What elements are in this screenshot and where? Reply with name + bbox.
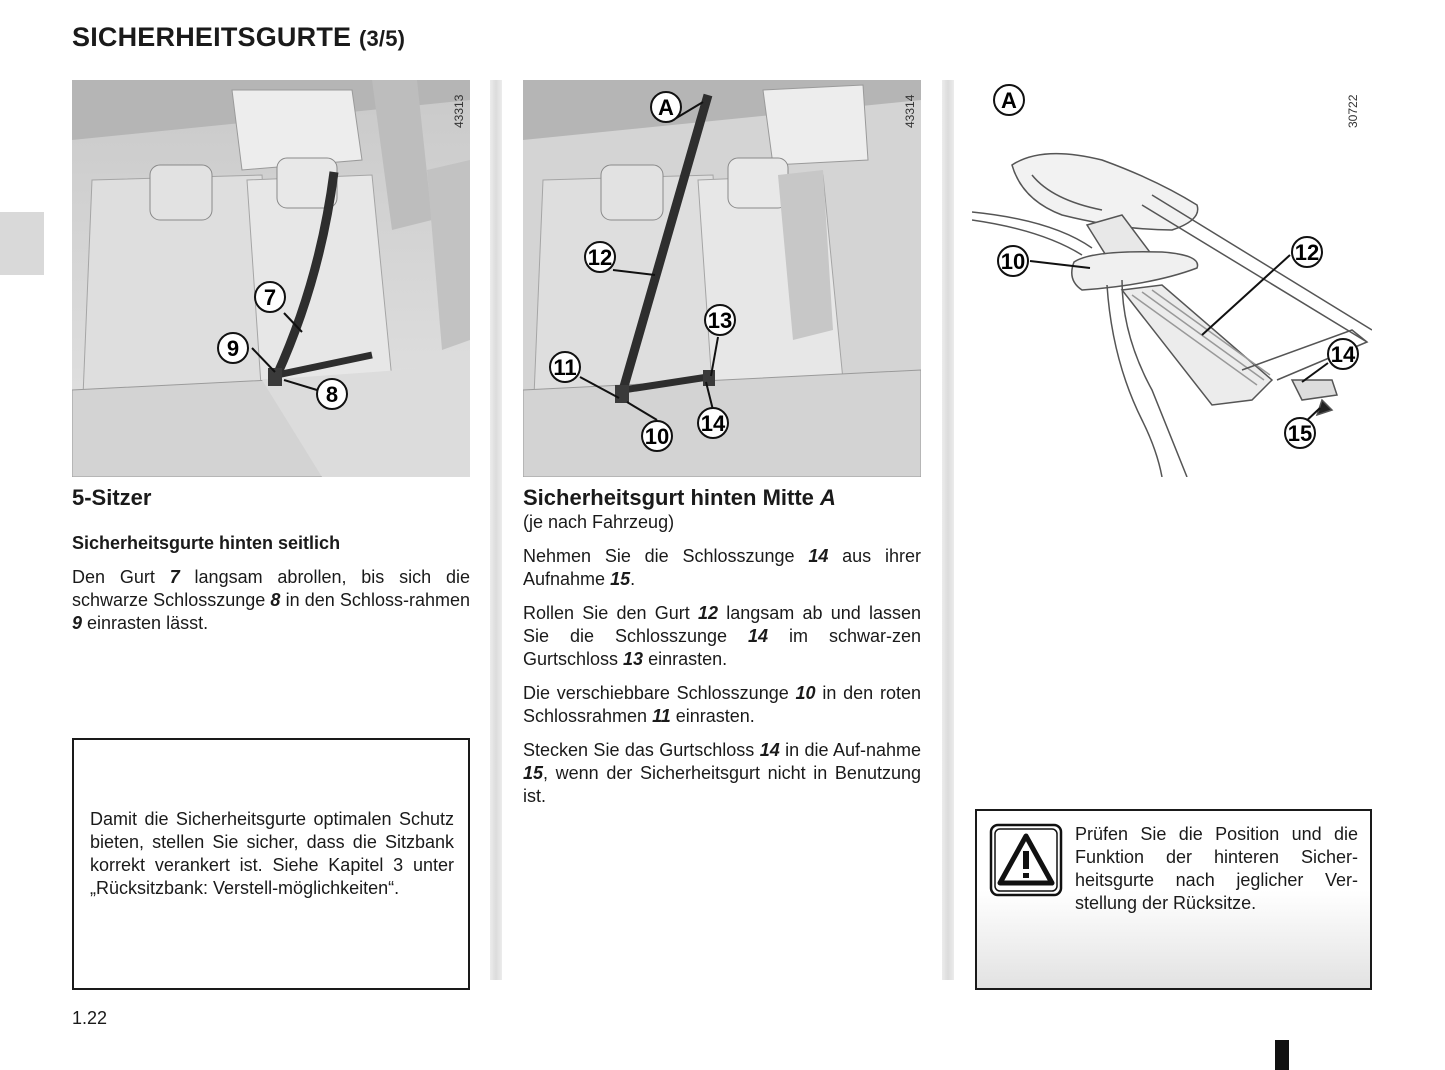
callout-11	[550, 352, 580, 382]
callouts-fig2	[523, 80, 921, 477]
page-title	[72, 22, 405, 53]
svg-text:8: 8	[325, 382, 339, 407]
svg-text:12: 12	[1294, 240, 1320, 265]
svg-text:A: A	[1001, 88, 1017, 113]
svg-text:14: 14	[1330, 342, 1356, 367]
page-title-part: (3/5)	[358, 26, 406, 51]
callout-A	[651, 92, 681, 122]
svg-text:9: 9	[226, 336, 240, 361]
chapter-end-marker	[1275, 1040, 1289, 1070]
subheading-side-belts: Sicherheitsgurte hinten seitlich	[72, 533, 341, 553]
instruction-1: Nehmen Sie die Schlosszunge 14 aus ihrer Aufnahme 15.	[523, 546, 921, 589]
callout-12	[585, 242, 615, 272]
warning-box	[975, 809, 1372, 990]
instruction-4: Stecken Sie das Gurtschloss 14 in die Auf-nahme 15, wenn der Sicherheitsgurt nicht in Benutzung ist.	[523, 740, 922, 806]
subnote-vehicle-dependent: (je nach Fahrzeug)	[523, 512, 675, 532]
svg-text:11: 11	[553, 355, 577, 380]
figure-belt-detail	[972, 80, 1372, 477]
svg-text:14: 14	[700, 411, 726, 436]
svg-text:7: 7	[263, 285, 277, 310]
page-title-text: SICHERHEITSGURTE	[72, 22, 352, 52]
callout-8	[317, 379, 347, 409]
instruction-2: Rollen Sie den Gurt 12 langsam ab und lassen Sie die Schlosszunge 14 im schwar-zen Gurtschloss 13 einrasten.	[523, 603, 922, 669]
figure-rear-center-belt	[523, 80, 921, 477]
callout-9	[218, 333, 248, 363]
column-separator-2	[942, 80, 954, 980]
chapter-tab	[0, 212, 44, 275]
svg-text:A: A	[658, 95, 674, 120]
figure-number: 43314	[903, 94, 917, 128]
page-number: 1.22	[72, 1008, 108, 1028]
note-box	[72, 738, 470, 990]
callout-A	[994, 85, 1024, 115]
callouts-fig3	[972, 80, 1372, 477]
section-heading-center-belt: Sicherheitsgurt hinten Mitte A	[523, 485, 836, 510]
callout-14	[698, 408, 728, 438]
callout-14	[1328, 339, 1358, 369]
paragraph-side-belts: Den Gurt 7 langsam abrollen, bis sich die schwarze Schlosszunge 8 in den Schloss-rahmen 9 einrasten lässt.	[72, 567, 470, 633]
callout-13	[705, 305, 735, 335]
svg-text:13: 13	[707, 308, 733, 333]
svg-text:10: 10	[1000, 249, 1026, 274]
callout-7	[255, 282, 285, 312]
center-belt-instructions	[523, 545, 921, 808]
svg-text:12: 12	[587, 245, 613, 270]
callout-10	[998, 246, 1028, 276]
figure-rear-seat-side-belts	[72, 80, 470, 477]
figure-number: 30722	[1346, 94, 1360, 128]
section-heading-5-sitzer: 5-Sitzer	[72, 485, 152, 510]
warning-triangle-icon	[989, 823, 1063, 897]
callouts-fig1	[72, 80, 470, 477]
svg-text:10: 10	[644, 424, 670, 449]
note-text: Damit die Sicherheitsgurte optimalen Schutz bieten, stellen Sie sicher, dass die Sitzbank korrekt verankert ist. Siehe Kapitel 3 unter „Rücksitzbank: Verstell-möglichkeiten“.	[90, 809, 454, 898]
svg-text:15: 15	[1287, 421, 1313, 446]
callout-15	[1285, 418, 1315, 448]
callout-10	[642, 421, 672, 451]
column-separator-1	[490, 80, 502, 980]
figure-number: 43313	[452, 94, 466, 128]
callout-12	[1292, 237, 1322, 267]
instruction-3: Die verschiebbare Schlosszunge 10 in den roten Schlossrahmen 11 einrasten.	[523, 683, 921, 726]
warning-text: Prüfen Sie die Position und die Funktion der hinteren Sicher-heitsgurte nach jeglicher Ver-stellung der Rücksitze.	[1075, 824, 1358, 913]
